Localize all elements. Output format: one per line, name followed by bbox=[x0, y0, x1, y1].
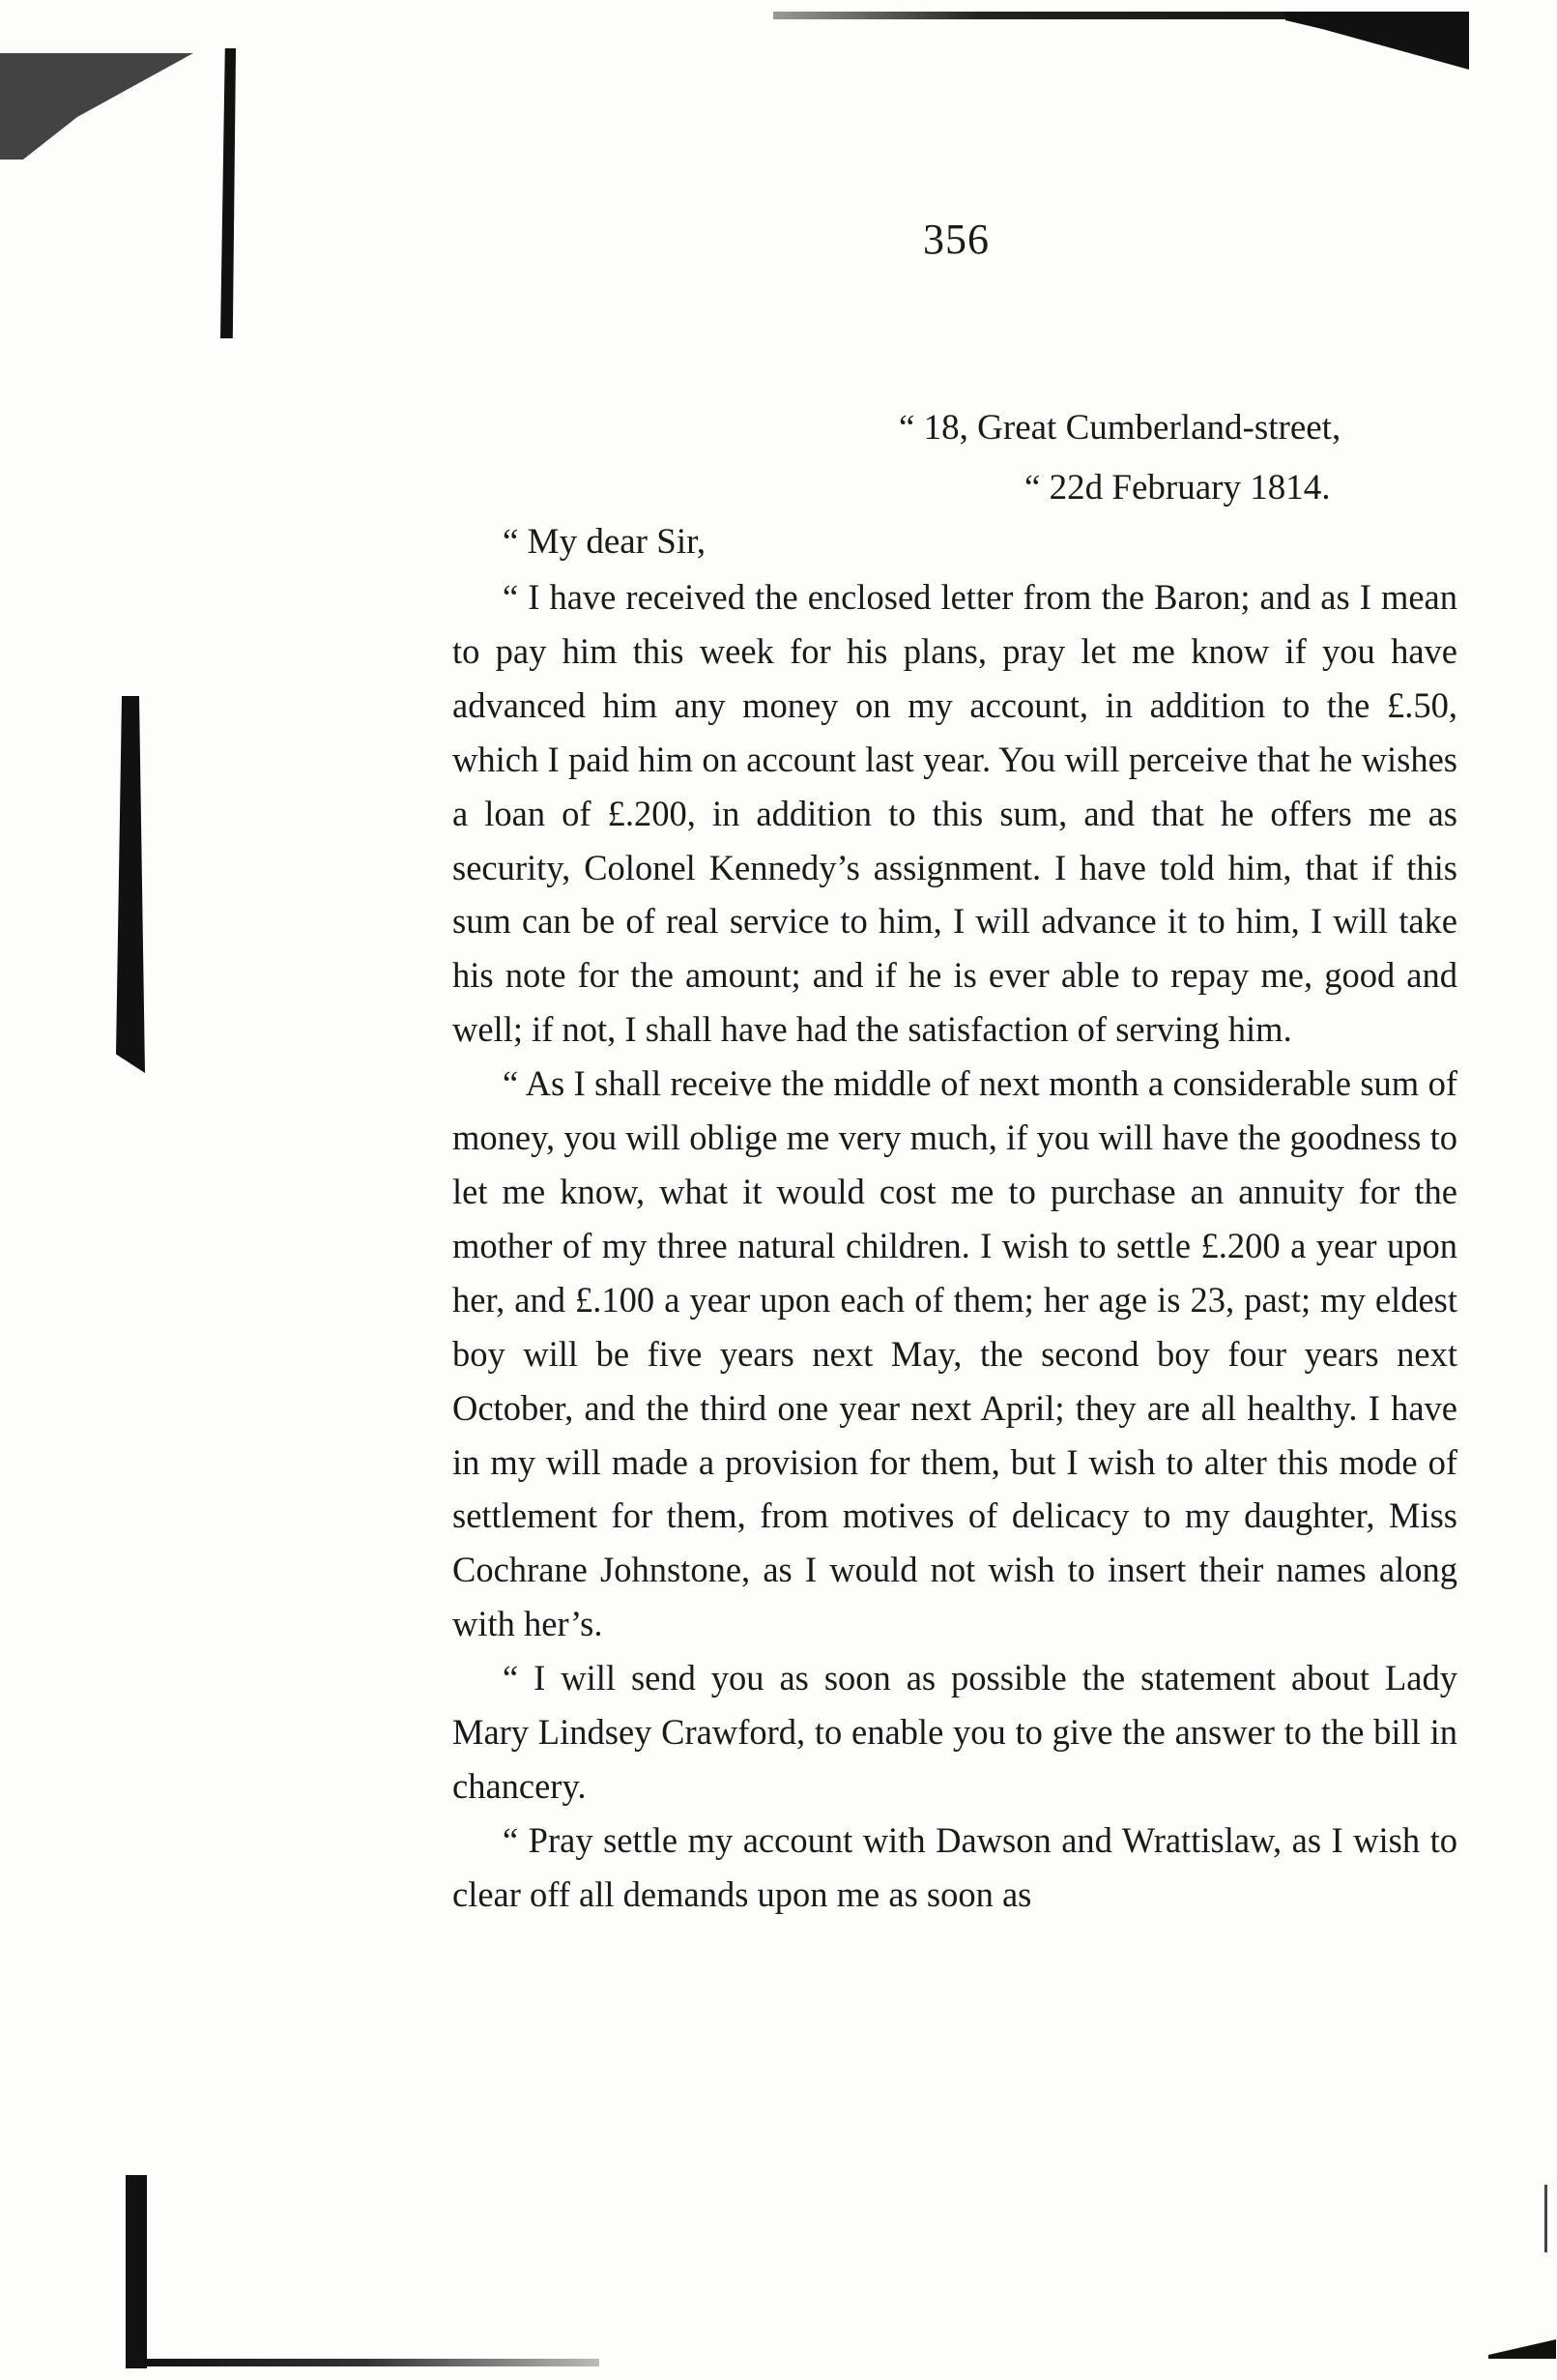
letter-body bbox=[452, 570, 1457, 1922]
scan-left-bar bbox=[126, 2175, 147, 2368]
page-number: 356 bbox=[923, 216, 990, 263]
scan-bottom-rule bbox=[135, 2359, 599, 2366]
paragraph: “ Pray settle my account with Dawson and Wrattislaw, as I wish to clear off all demands upon me as soon as bbox=[452, 1819, 1457, 1914]
paragraph: “ I will send you as soon as possible the statement about Lady Mary Lindsey Crawford, to enable you to give the answer to the bill in chancery. bbox=[452, 1658, 1457, 1806]
scan-top-right-mark bbox=[1285, 12, 1469, 70]
letter-address: “ 18, Great Cumberland-street, bbox=[899, 408, 1341, 448]
scan-top-left-mark bbox=[0, 53, 193, 160]
scan-left-bar bbox=[220, 48, 236, 338]
paragraph: “ I have received the enclosed letter from the Baron; and as I mean to pay him this week for his plans, pray let me know if you have advanced him any money on my account, in addition to the £.50, which I paid him on account last year. You will perceive that he wishes a loan of £.200, in addition to this sum, and that he offers me as security, Colonel Kennedy’s assignment. I have told him, that if this sum can be of real service to him, I will advance it to him, I will take his note for the amount; and if he is ever able to repay me, good and well; if not, I shall have had the satisfaction of serving him. bbox=[452, 577, 1457, 1050]
scan-bottom-right-mark bbox=[1488, 2339, 1556, 2359]
scan-right-tick bbox=[1544, 2185, 1547, 2252]
letter-salutation: “ My dear Sir, bbox=[503, 522, 706, 562]
letter-date: “ 22d February 1814. bbox=[1024, 468, 1331, 508]
paragraph: “ As I shall receive the middle of next month a considerable sum of money, you will oblige me very much, if you will have the goodness to let me know, what it would cost me to purchase an annuity for the mother of my three natural children. I wish to settle £.200 a year upon her, and £.100 a year upon each of them; her age is 23, past; my eldest boy will be five years next May, the second boy four years next October, and the third one year next April; they are all healthy. I have in my will made a provision for them, but I wish to alter this mode of settlement for them, from motives of delicacy to my daughter, Miss Cochrane Johnstone, as I would not wish to insert their names along with her’s. bbox=[452, 1063, 1457, 1644]
scan-left-bar bbox=[116, 696, 145, 1073]
